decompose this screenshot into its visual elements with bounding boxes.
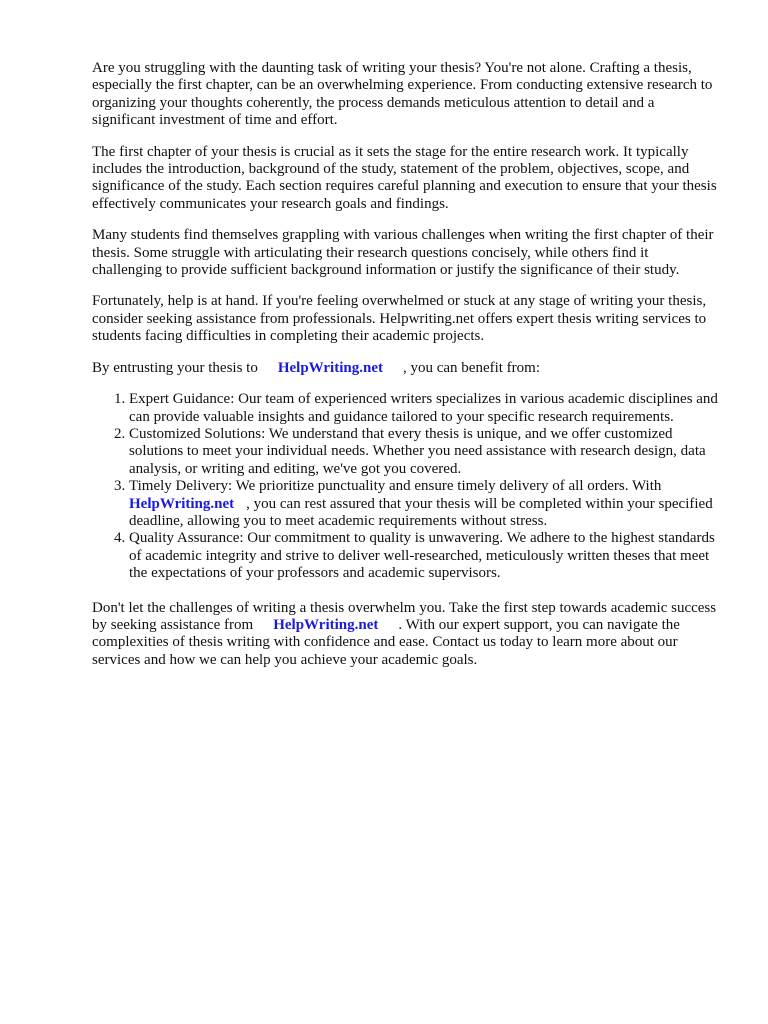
helpwriting-link-intro[interactable]: HelpWriting.net (277, 359, 383, 376)
closing-text: Don't let the challenges of writing a thesis overwhelm you. Take the first step towards academic success by seeking assistance from (92, 599, 717, 633)
paragraph-help: Fortunately, help is at hand. If you're feeling overwhelmed or stuck at any stage of writing your thesis, consider seeking assistance from professionals. Helpwriting.net offers expert thesis writing services to students facing difficulties in completing their academic projects. (92, 293, 707, 345)
paragraph-first-chapter: The first chapter of your thesis is crucial as it sets the stage for the entire research work. It typically includes the introduction, background of the study, statement of the problem, objectives, scope, and significance of the study. Each section requires careful planning and execution to ensure that your thesis effectively communicates your research goals and findings. (92, 143, 717, 212)
timely-delivery-after-text: , you can rest assured that your thesis will be completed within your specified deadline, allowing you to meet academic requirements without stress. (129, 495, 713, 529)
benefit-item-quality-assurance: 4. Quality Assurance: Our commitment to quality is unwavering. We adhere to the highest standards of academic integrity and strive to deliver well-researched, meticulously written theses that meet the expectations of your professors and academic supervisors. (129, 530, 718, 582)
helpwriting-link-timely[interactable]: HelpWriting.net (129, 495, 235, 512)
timely-delivery-text: Timely Delivery: We prioritize punctuality and ensure timely delivery of all orders. With (129, 478, 662, 495)
benefits-list (92, 391, 718, 582)
paragraph-entrusting (92, 360, 718, 377)
benefit-item-customized-solutions: 2. Customized Solutions: We understand that every thesis is unique, and we offer customized solutions to meet your individual needs. Whether you need assistance with research design, data analysis, or writing and editing, we've got you covered. (129, 426, 718, 478)
benefit-item-expert-guidance: 1. Expert Guidance: Our team of experienced writers specializes in various academic disciplines and can provide valuable insights and guidance tailored to your specific research requirements. (129, 391, 718, 426)
closing-after-text: . With our expert support, you can navigate the complexities of thesis writing with confidence and ease. Contact us today to learn more about our services and how we can help you achieve your academic goals. (92, 616, 680, 668)
benefit-item-timely-delivery (129, 478, 718, 530)
paragraph-intro: Are you struggling with the daunting task of writing your thesis? You're not alone. Crafting a thesis, especially the first chapter, can be an overwhelming experience. From conducting extensive research to organizing your thoughts coherently, the process demands meticulous attention to detail and a significant investment of time and effort. (92, 60, 713, 129)
paragraph-closing (92, 600, 718, 670)
helpwriting-link-closing[interactable]: HelpWriting.net (273, 616, 379, 633)
paragraph-challenges: Many students find themselves grappling with various challenges when writing the first chapter of their thesis. Some struggle with articulating their research questions concisely, while others find it challenging to provide sufficient background information or justify the significance of their study. (92, 227, 714, 279)
entrusting-text: By entrusting your thesis to (92, 359, 258, 376)
entrusting-after-text: , you can benefit from: (402, 359, 541, 376)
